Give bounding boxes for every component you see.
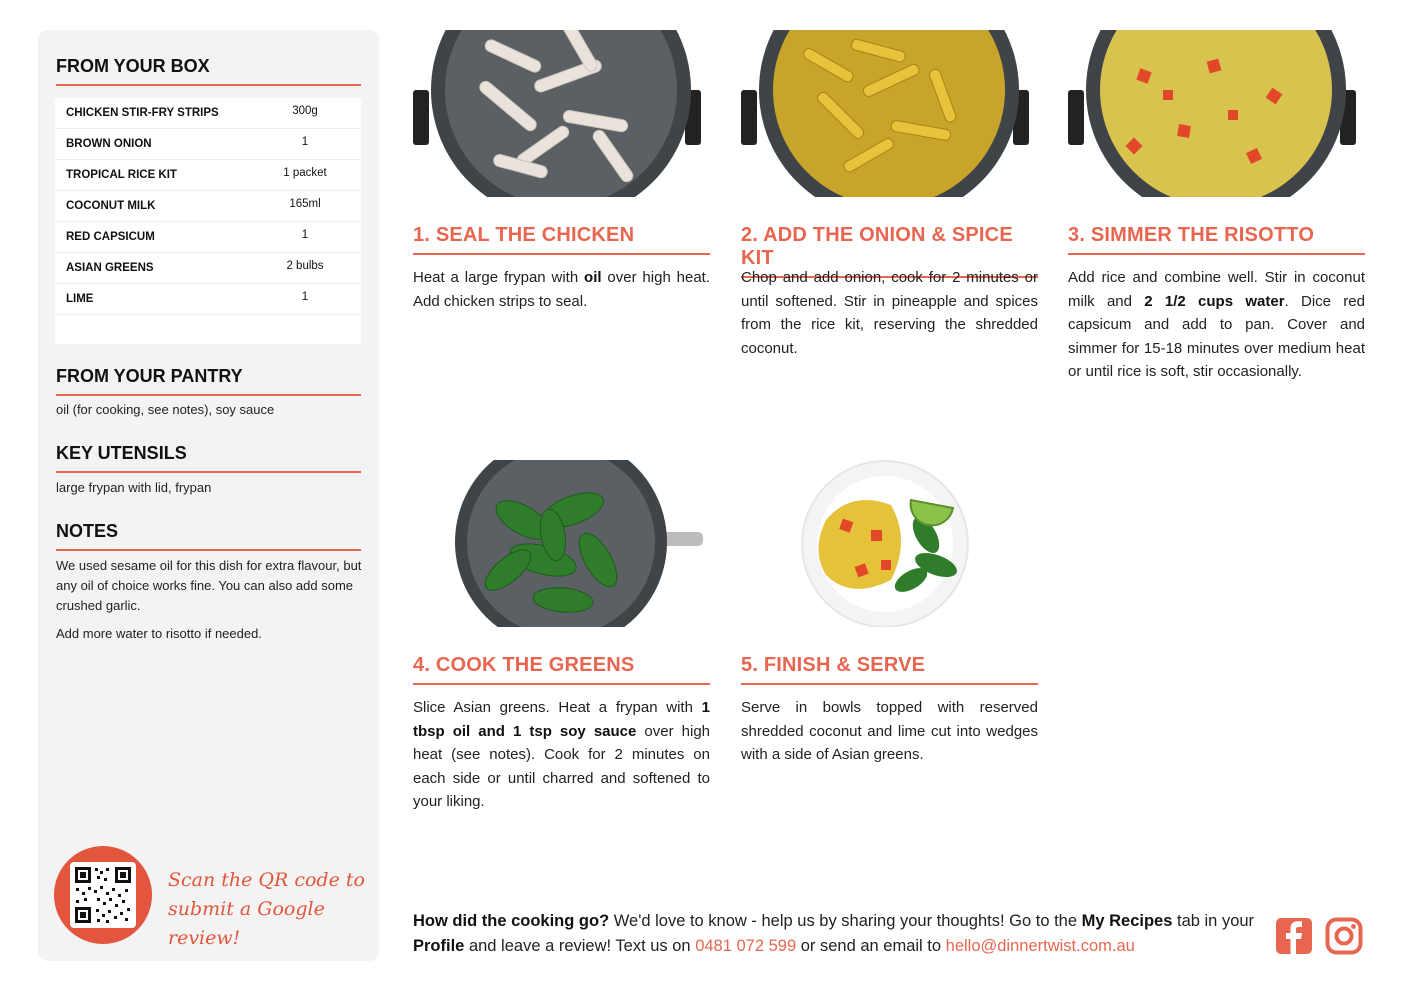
qr-caption: [168, 866, 368, 953]
step-3-text: Add rice and combine well. Stir in coconut milk and: [1068, 269, 1365, 310]
footer-text-2: tab in your: [1172, 912, 1255, 930]
box-ingredients-table: [55, 98, 361, 344]
ingredient-qty: 300g: [292, 105, 318, 117]
step-4-text-2: over high heat (see notes). Cook for 2 minutes on each side or until charred and softened to your liking.: [413, 722, 710, 810]
footer-profile: Profile: [413, 937, 465, 955]
notes-text-2: Add more water to risotto if needed.: [56, 626, 262, 641]
from-your-pantry-heading: FROM YOUR PANTRY: [56, 366, 361, 396]
ingredient-qty: 165ml: [289, 198, 321, 210]
ingredient-qty: 1 packet: [283, 167, 327, 179]
ingredient-row: [55, 129, 361, 160]
step-1-bold-oil: oil: [584, 269, 602, 286]
step-3-body: [1068, 266, 1365, 384]
step-1-body: [413, 266, 710, 313]
ingredient-name: ASIAN GREENS: [66, 262, 154, 274]
step-5-title: 5. FINISH & SERVE: [741, 654, 1038, 685]
ingredient-name: RED CAPSICUM: [66, 231, 155, 243]
step-1-text: Heat a large frypan with: [413, 269, 585, 286]
instagram-icon[interactable]: [1325, 917, 1363, 955]
footer-text-4: or send an email to: [796, 937, 946, 955]
ingredient-name: BROWN ONION: [66, 138, 152, 150]
pantry-text: oil (for cooking, see notes), soy sauce: [56, 402, 275, 417]
step-3-bold-water: 2 1/2 cups water: [1144, 292, 1285, 310]
footer-question: How did the cooking go?: [413, 912, 610, 930]
step-2-title: 2. ADD THE ONION & SPICE KIT: [741, 224, 1038, 278]
qr-caption-line-1: Scan the QR code to: [168, 869, 365, 891]
footer-text-1: We'd love to know - help us by sharing your thoughts! Go to the: [609, 912, 1082, 930]
from-your-box-heading: FROM YOUR BOX: [56, 56, 361, 86]
step-1-text-2: over high heat. Add chicken strips to seal.: [413, 269, 710, 310]
step-5-photo: [741, 460, 1038, 627]
step-4-body: [413, 696, 710, 814]
ingredient-name: CHICKEN STIR-FRY STRIPS: [66, 107, 219, 119]
step-2-body: Chop and add onion, cook for 2 minutes or until softened. Stir in pineapple and spices from the rice kit, reserving the shredded coconut.: [741, 269, 1038, 357]
ingredient-row: [55, 191, 361, 222]
facebook-icon[interactable]: [1275, 917, 1313, 955]
notes-heading: NOTES: [56, 521, 361, 551]
key-utensils-heading: KEY UTENSILS: [56, 443, 361, 473]
step-5-body: Serve in bowls topped with reserved shredded coconut and lime cut into wedges with a side of Asian greens.: [741, 699, 1038, 763]
utensils-text: large frypan with lid, frypan: [56, 480, 212, 495]
ingredient-row: [55, 160, 361, 191]
qr-code-icon[interactable]: [70, 862, 136, 928]
step-2-photo: [741, 30, 1038, 197]
step-3-text-2: . Dice red capsicum and add to pan. Cover and simmer for 15-18 minutes over medium heat or until rice is soft, stir occasionally.: [1068, 292, 1365, 380]
notes-text: We used sesame oil for this dish for extra flavour, but any oil of choice works fine. You can also add some crushed garlic.: [56, 558, 362, 613]
ingredient-qty: 1: [301, 136, 309, 148]
ingredient-name: LIME: [66, 293, 94, 305]
ingredient-row: [55, 253, 361, 284]
ingredient-qty: 1: [301, 229, 309, 241]
footer-phone-link[interactable]: 0481 072 599: [695, 937, 797, 955]
qr-code-badge[interactable]: [54, 846, 152, 944]
footer-email-link[interactable]: hello@dinnertwist.com.au: [945, 937, 1135, 955]
step-4-photo: [413, 460, 710, 627]
step-4-text: Slice Asian greens. Heat a frypan with: [413, 699, 702, 716]
step-4-title: 4. COOK THE GREENS: [413, 654, 710, 685]
feedback-footer: [413, 909, 1263, 959]
ingredient-row: [55, 284, 361, 315]
ingredient-qty: 1: [301, 291, 309, 303]
footer-my-recipes: My Recipes: [1081, 912, 1173, 930]
ingredient-qty: 2 bulbs: [286, 260, 324, 272]
step-4-bold-oil-soy: 1 tbsp oil and 1 tsp soy sauce: [413, 699, 710, 740]
qr-caption-line-2: submit a Google review!: [168, 898, 325, 949]
step-1-photo: [413, 30, 710, 197]
step-3-title: 3. SIMMER THE RISOTTO: [1068, 224, 1365, 255]
ingredients-sidebar: [38, 30, 379, 961]
ingredient-row: [55, 98, 361, 129]
step-1-title: 1. SEAL THE CHICKEN: [413, 224, 710, 255]
ingredient-row: [55, 222, 361, 253]
ingredient-name: TROPICAL RICE KIT: [66, 169, 177, 181]
footer-text-3: and leave a review! Text us on: [464, 937, 696, 955]
step-3-photo: [1068, 30, 1365, 197]
ingredient-name: COCONUT MILK: [66, 200, 156, 212]
